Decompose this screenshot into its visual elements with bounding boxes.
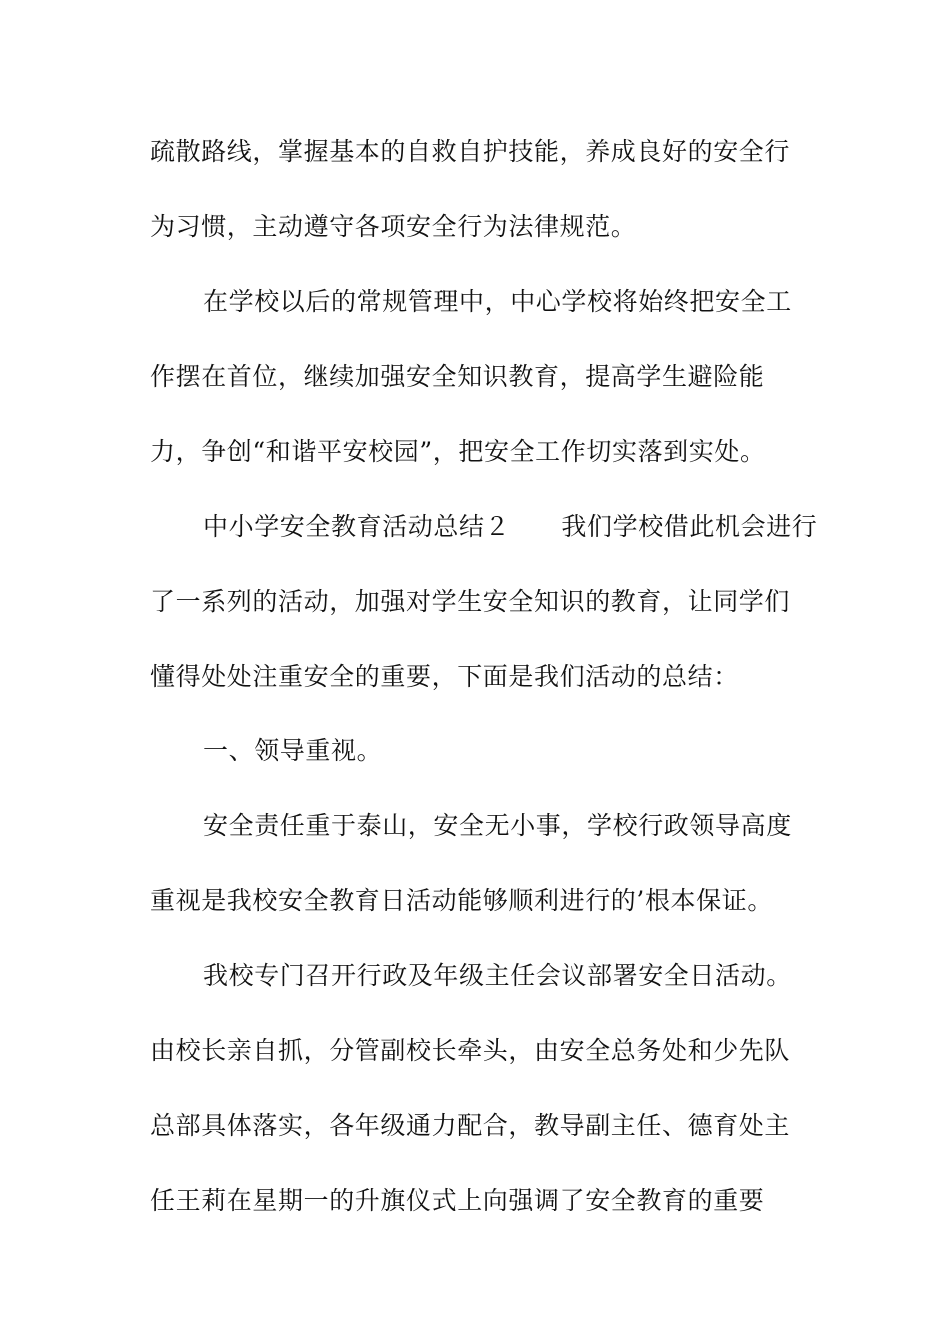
text-line: 总部具体落实，各年级通力配合，教导副主任、德育处主 (150, 1111, 791, 1140)
text-line: 作摆在首位，继续加强安全知识教育，提高学生避险能 (150, 362, 765, 391)
paragraph-start-line: 中小学安全教育活动总结２ 我们学校借此机会进行 (203, 512, 818, 541)
text-line: 由校长亲自抓，分管副校长牵头，由安全总务处和少先队 (150, 1036, 791, 1065)
paragraph-start-line: 我校专门召开行政及年级主任会议部署安全日活动。 (203, 961, 792, 990)
text-line: 力，争创“和谐平安校园”，把安全工作切实落到实处。 (150, 437, 766, 466)
paragraph-start-line: 安全责任重于泰山，安全无小事，学校行政领导高度 (203, 811, 792, 840)
text-line: 了一系列的活动，加强对学生安全知识的教育，让同学们 (150, 587, 791, 616)
text-line: 任王莉在星期一的升旗仪式上向强调了安全教育的重要 (150, 1186, 765, 1215)
section-heading: 一、领导重视。 (203, 736, 383, 765)
text-line: 疏散路线，掌握基本的自救自护技能，养成良好的安全行 (150, 137, 791, 166)
text-line: 懂得处处注重安全的重要，下面是我们活动的总结： (150, 662, 739, 691)
text-line: 为习惯，主动遵守各项安全行为法律规范。 (150, 212, 637, 241)
text-line: 重视是我校安全教育日活动能够顺利进行的’根本保证。 (150, 886, 773, 915)
paragraph-start-line: 在学校以后的常规管理中，中心学校将始终把安全工 (203, 287, 792, 316)
